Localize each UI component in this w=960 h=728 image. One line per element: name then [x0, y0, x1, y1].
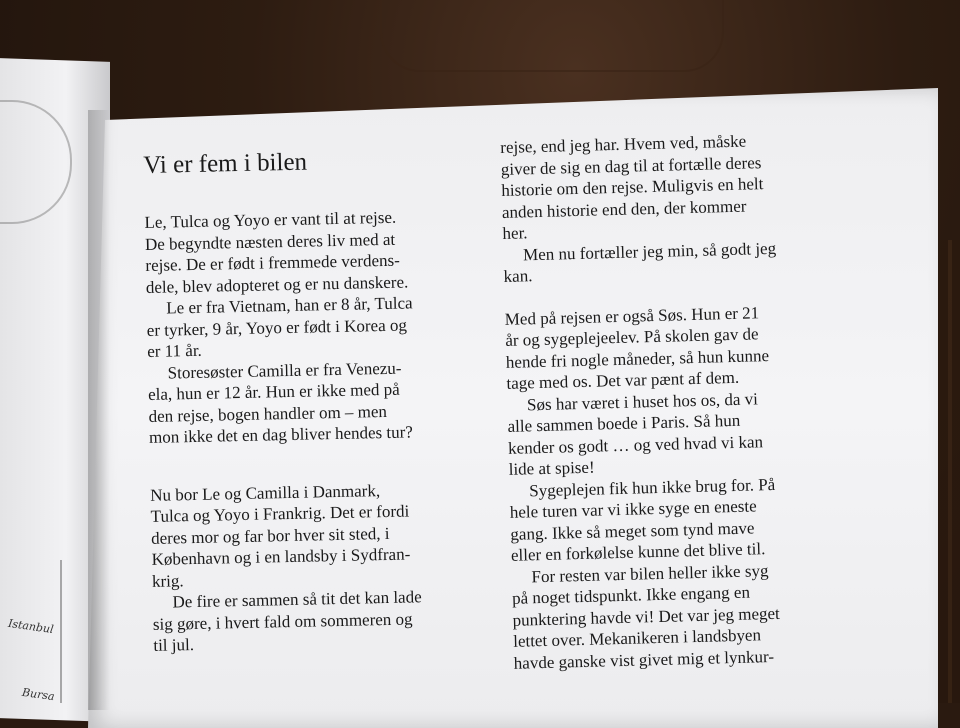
text-line: rejse, end jeg har. Hvem ved, måske	[500, 131, 747, 157]
text-line: eller en forkølelse kunne det blive til.	[510, 539, 766, 565]
table-carving	[380, 0, 724, 72]
text-line: Sygeplejen fik hun ikke brug for. På	[529, 474, 776, 500]
text-line: Nu bor Le og Camilla i Danmark,	[150, 480, 381, 505]
text-line: giver de sig en dag til at fortælle deres	[500, 152, 762, 179]
text-line: tage med os. Det var pænt af dem.	[506, 367, 740, 393]
text-line: København og i en landsby i Sydfran-	[151, 544, 411, 569]
text-line: ela, hun er 12 år. Hun er ikke med på	[147, 379, 400, 404]
text-line: Men nu fortæller jeg min, så godt jeg	[522, 238, 777, 264]
text-line: deres mor og far bor hver sit sted, i	[150, 523, 390, 548]
text-line: hele turen var vi ikke syge en eneste	[509, 496, 757, 522]
map-label-istanbul: Istanbul	[7, 616, 55, 637]
text-line: krig.	[151, 570, 184, 591]
text-line: De begyndte næsten deres liv med at	[144, 229, 396, 254]
text-line: Le er fra Vietnam, han er 8 år, Tulca	[166, 293, 413, 318]
text-line: Søs har været i huset hos os, da vi	[526, 388, 759, 414]
text-line: Storesøster Camilla er fra Venezu-	[167, 358, 402, 383]
text-line: punktering havde vi! Det var jeg meget	[512, 603, 780, 630]
text-line: hende fri nogle måneder, så hun kunne	[505, 345, 770, 372]
map-label-bursa: Bursa	[21, 685, 56, 704]
text-line: til jul.	[153, 635, 195, 655]
text-line: Tulca og Yoyo i Frankrig. Det er fordi	[150, 501, 410, 526]
text-line: sig gøre, i hvert fald om sommeren og	[152, 608, 413, 634]
page-title: Vi er fem i bilen	[143, 148, 308, 179]
left-text-column	[143, 144, 423, 656]
paragraph-gap	[149, 443, 419, 485]
text-line: historie om den rejse. Muligvis en helt	[501, 174, 764, 200]
text-line: gang. Ikke så meget som tynd mave	[510, 517, 755, 544]
text-line: Le, Tulca og Yoyo er vant til at rejse.	[144, 207, 397, 232]
text-line: kan.	[503, 266, 533, 286]
text-line: alle sammen boede i Paris. Så hun	[507, 410, 741, 436]
text-line: kender os godt … og ved hvad vi kan	[507, 431, 764, 458]
text-line: havde ganske vist givet mig et lynkur-	[513, 646, 775, 673]
text-line: er tyrker, 9 år, Yoyo er født i Korea og	[146, 315, 408, 340]
text-line: år og sygeplejeelev. På skolen gav de	[505, 324, 759, 350]
text-line: på noget tidspunkt. Ikke engang en	[511, 582, 751, 608]
text-line: dele, blev adopteret og er nu danskere.	[145, 271, 409, 297]
text-line: Med på rejsen er også Søs. Hun er 21	[504, 302, 760, 329]
text-line: De fire er sammen så tit det kan lade	[172, 587, 422, 612]
text-line: er 11 år.	[147, 340, 203, 361]
right-text-column	[500, 130, 787, 674]
text-line: lettet over. Mekanikeren i landsbyen	[512, 625, 762, 651]
text-line: anden historie end den, der kommer	[501, 196, 747, 222]
text-line: rejse. De er født i fremmede verdens-	[145, 250, 400, 275]
book-gutter	[88, 110, 110, 710]
text-line: For resten var bilen heller ikke syg	[531, 560, 769, 586]
text-line: mon ikke det en dag bliver hendes tur?	[148, 422, 414, 447]
text-line: lide at spise!	[508, 457, 595, 479]
text-line: her.	[502, 223, 528, 243]
text-line: den rejse, bogen handler om – men	[148, 401, 388, 426]
